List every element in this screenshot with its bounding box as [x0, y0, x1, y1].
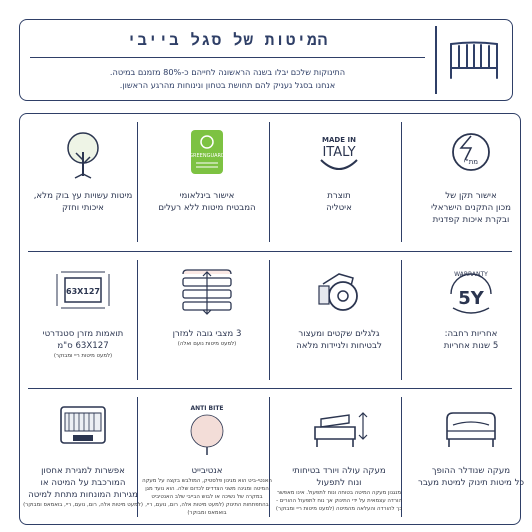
anti-bite-icon [167, 401, 247, 457]
green-badge-icon [167, 126, 247, 182]
badge-label: ANTI BITE [190, 405, 224, 412]
feature-caption [274, 190, 404, 214]
feature-caption [18, 328, 148, 360]
caption-line: איטליה [326, 203, 352, 213]
subtitle-line-1: התינוקות שלכם יבלו בשנה הראשונה לחייהם כ-80% מזמנם במיטה. [109, 67, 346, 77]
feature-israeli-standard [406, 120, 532, 248]
caption-line: אחריות רחבה: [444, 329, 498, 339]
badge-label: GREENGUARD [189, 153, 225, 159]
caption-line: איכותי וחזק [62, 203, 104, 213]
caption-line: אנטיבייט [191, 466, 223, 476]
made-in-italy-icon [299, 126, 379, 182]
features-grid [19, 113, 525, 525]
feature-rail-lift [274, 395, 404, 523]
feature-caption [274, 328, 404, 352]
feature-dynamic-approval [142, 120, 272, 248]
caption-line: מעקה שנודלר ההופך [431, 466, 511, 476]
feature-caption [142, 190, 272, 214]
feature-caption [274, 465, 404, 513]
grid-divider [28, 388, 512, 389]
caption-line: תוצרת [327, 191, 351, 201]
title-underline [30, 57, 425, 58]
feature-solid-beech [18, 120, 148, 248]
feature-caption [406, 328, 532, 352]
header-banner [19, 19, 513, 101]
feature-warranty [406, 258, 532, 386]
feature-caption [406, 190, 532, 226]
header-text-area [20, 20, 435, 100]
caption-line: לבטיחות ולניידות מלאה [296, 341, 382, 351]
badge-line-2: ITALY [322, 145, 356, 160]
mattress-heights-icon [167, 264, 247, 320]
caption-line: מכון התקנים הישראלי [431, 203, 511, 213]
badge-main-text: 5Y [458, 288, 484, 309]
caption-note: (למעט מיטות אלה, רום, נועם, ריי, בואמאס ומבוקר) [23, 502, 143, 508]
caption-line: 3 מצבי גובה למזרן [172, 329, 242, 339]
drawer-icon [43, 401, 123, 457]
feature-caption [142, 465, 272, 517]
badge-line-1: MADE IN [322, 136, 356, 144]
feature-mattress-heights [142, 258, 272, 386]
convertible-bed-icon [431, 401, 511, 457]
caption-line: ובקרת איכות קפדנית [432, 215, 510, 225]
subtitle-line-2: אנחנו בסגל נעניק להם תחושת בטחון ונינוחות מהרגע הראשון. [119, 80, 336, 90]
feature-caption [406, 465, 532, 489]
crib-icon [445, 40, 503, 82]
wheel-icon [299, 264, 379, 320]
header-divider [435, 26, 437, 94]
caption-line: ונוח לתפעול [316, 478, 362, 488]
badge-top-text: WARRANTY [454, 271, 488, 278]
mattress-size-icon [43, 264, 123, 320]
caption-line: מגירות המונחות מתחת למיטה [28, 490, 138, 500]
feature-anti-bite [142, 395, 272, 523]
caption-note: (למעט מיטות נועם ואלה) [177, 341, 237, 347]
warranty-5y-icon [431, 264, 511, 320]
caption-line: מעקה עולה ויורד בטיחותי [292, 466, 386, 476]
rail-lift-icon [299, 401, 379, 457]
tree-icon [43, 126, 123, 182]
feature-made-in-italy [274, 120, 404, 248]
caption-line: אישור תקן של [445, 191, 497, 201]
feature-convertible [406, 395, 532, 523]
standard-mark-icon [431, 126, 511, 182]
caption-line: מיטות עשויות עץ בוק מלא, [33, 191, 133, 201]
feature-mattress-size [18, 258, 148, 386]
page-title: המיטות של סגל בייבי [126, 30, 329, 49]
caption-line: המבטיח מיטות ללא רעלים [158, 203, 256, 213]
caption-line: אישור בינלאומי [179, 191, 235, 201]
caption-line: תואמות מזרן סטנדרטי [42, 329, 124, 339]
caption-line: גלגלים שקטים ומעצור [298, 329, 380, 339]
caption-note: האנטי-ביט הוא מגינון פלסטיק, המולבש בקצה על מעקה המיטה ומגינה משני הצדדים לכדום שלה. הוא נועד מגן במקרה של נשיכה או לבוש הבייבי שלב האנטיביט בהתפתחות התינוק (למעט מיטות אלה, רום, נועם, ריי, בואמאס ומבוקר) [142, 478, 272, 516]
feature-wheels [274, 258, 404, 386]
header-subtitle [20, 66, 435, 92]
caption-line: 5 שנות אחריות [443, 341, 499, 351]
badge-label: 63X127 [66, 287, 100, 296]
caption-line: כל מיטות תינוק למיטת מעבר [417, 478, 525, 488]
badge-label: מת"י [463, 158, 479, 166]
feature-storage-drawer [18, 395, 148, 523]
caption-line: אפשרות למגירת אחסון [41, 466, 125, 476]
caption-note: מנגנון מעקה המיטה בטוחה ונוח לתפעול. אינו מאפשר הורדה עצמאית על ידי התינוק אך נוח לתפעול ההורים - כך להורדה והעלאה מהמיטה (למעט מיטות ריי ומבוקר) [275, 490, 403, 512]
caption-note: (למעט מיטות ריי ומבוקר) [53, 353, 113, 359]
caption-line: 63X127 ס"מ [57, 341, 109, 351]
feature-caption [18, 465, 148, 509]
feature-caption [18, 190, 148, 214]
feature-caption [142, 328, 272, 348]
caption-line: המורכבת על המיטה או [40, 478, 126, 488]
grid-divider [28, 251, 512, 252]
